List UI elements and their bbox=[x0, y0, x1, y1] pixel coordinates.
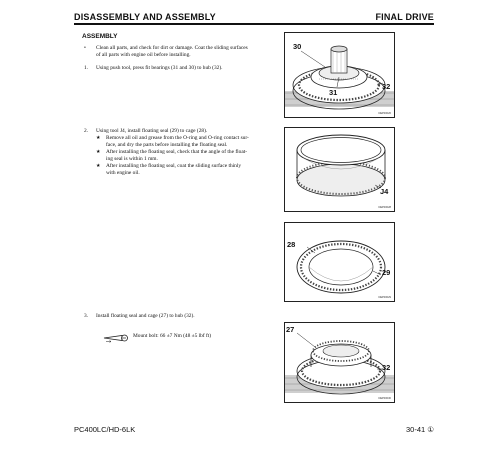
step-3: 3. Install floating seal and cage (27) to hub (32). bbox=[84, 313, 195, 319]
figure-label: 29 bbox=[382, 268, 391, 277]
figure-floating-seal-tool bbox=[284, 127, 395, 212]
figure-seal-cage-installed bbox=[284, 222, 395, 302]
figure-id: DEP00030 bbox=[378, 397, 391, 400]
figure-label: 30 bbox=[293, 42, 302, 51]
step-clean: • Clean all parts, and check for dirt or damage. Coat the sliding surfaces of all parts with engine oil before installing. bbox=[84, 45, 248, 58]
star-icon: ★ bbox=[96, 150, 101, 155]
figure-label: 32 bbox=[382, 82, 391, 91]
footer-model: PC400LC/HD-6LK bbox=[74, 425, 136, 434]
figure-label: 31 bbox=[329, 88, 338, 97]
header-chapter-title: FINAL DRIVE bbox=[375, 12, 434, 22]
step-1: 1. Using push tool, press fit bearings (31 and 30) to hub (32). bbox=[84, 65, 223, 71]
torque-wrench-icon bbox=[103, 333, 129, 343]
cage-hub-illustration bbox=[285, 323, 394, 402]
step-2-note-3: ★ After installing the floating seal, coat the sliding surface thinly with engine oil. bbox=[96, 163, 242, 176]
step-2 bbox=[84, 128, 279, 177]
step-2-note-1: ★ Remove all oil and grease from the O-ring and O-ring contact sur- face, and dry the parts before installing the floating seal. bbox=[96, 135, 249, 148]
figure-label: J4 bbox=[380, 187, 389, 196]
torque-note: Mount bolt: 66 ±7 Nm (48 ±5 lbf ft) bbox=[133, 333, 212, 339]
bearing-hub-illustration bbox=[285, 33, 394, 117]
star-icon: ★ bbox=[96, 136, 101, 141]
figure-id: DEP00029 bbox=[378, 296, 391, 299]
figure-seal-cage-to-hub bbox=[284, 322, 395, 403]
header-section-title: DISASSEMBLY AND ASSEMBLY bbox=[74, 12, 216, 22]
page-header bbox=[74, 9, 434, 23]
figure-id: DEP00026 bbox=[378, 112, 391, 115]
figure-label: 32 bbox=[382, 363, 391, 372]
figure-bearing-press bbox=[284, 32, 395, 118]
header-rule bbox=[74, 23, 434, 25]
floating-seal-cage-illustration bbox=[285, 128, 394, 211]
intro-text bbox=[84, 45, 274, 72]
figure-label: 27 bbox=[286, 325, 295, 334]
section-title: ASSEMBLY bbox=[82, 33, 118, 40]
footer-page-number: 30-41 ① bbox=[406, 425, 434, 434]
step-2-main: 2. Using tool J4, install floating seal (29) to cage (28). bbox=[84, 128, 208, 134]
figure-label: 28 bbox=[287, 240, 296, 249]
seal-in-cage-illustration bbox=[285, 223, 394, 301]
step-2-note-2: ★ After installing the floating seal, check that the angle of the float- ing seal is within 1 mm. bbox=[96, 149, 248, 162]
star-icon: ★ bbox=[96, 164, 101, 169]
figure-id: DEP00028 bbox=[378, 206, 391, 209]
